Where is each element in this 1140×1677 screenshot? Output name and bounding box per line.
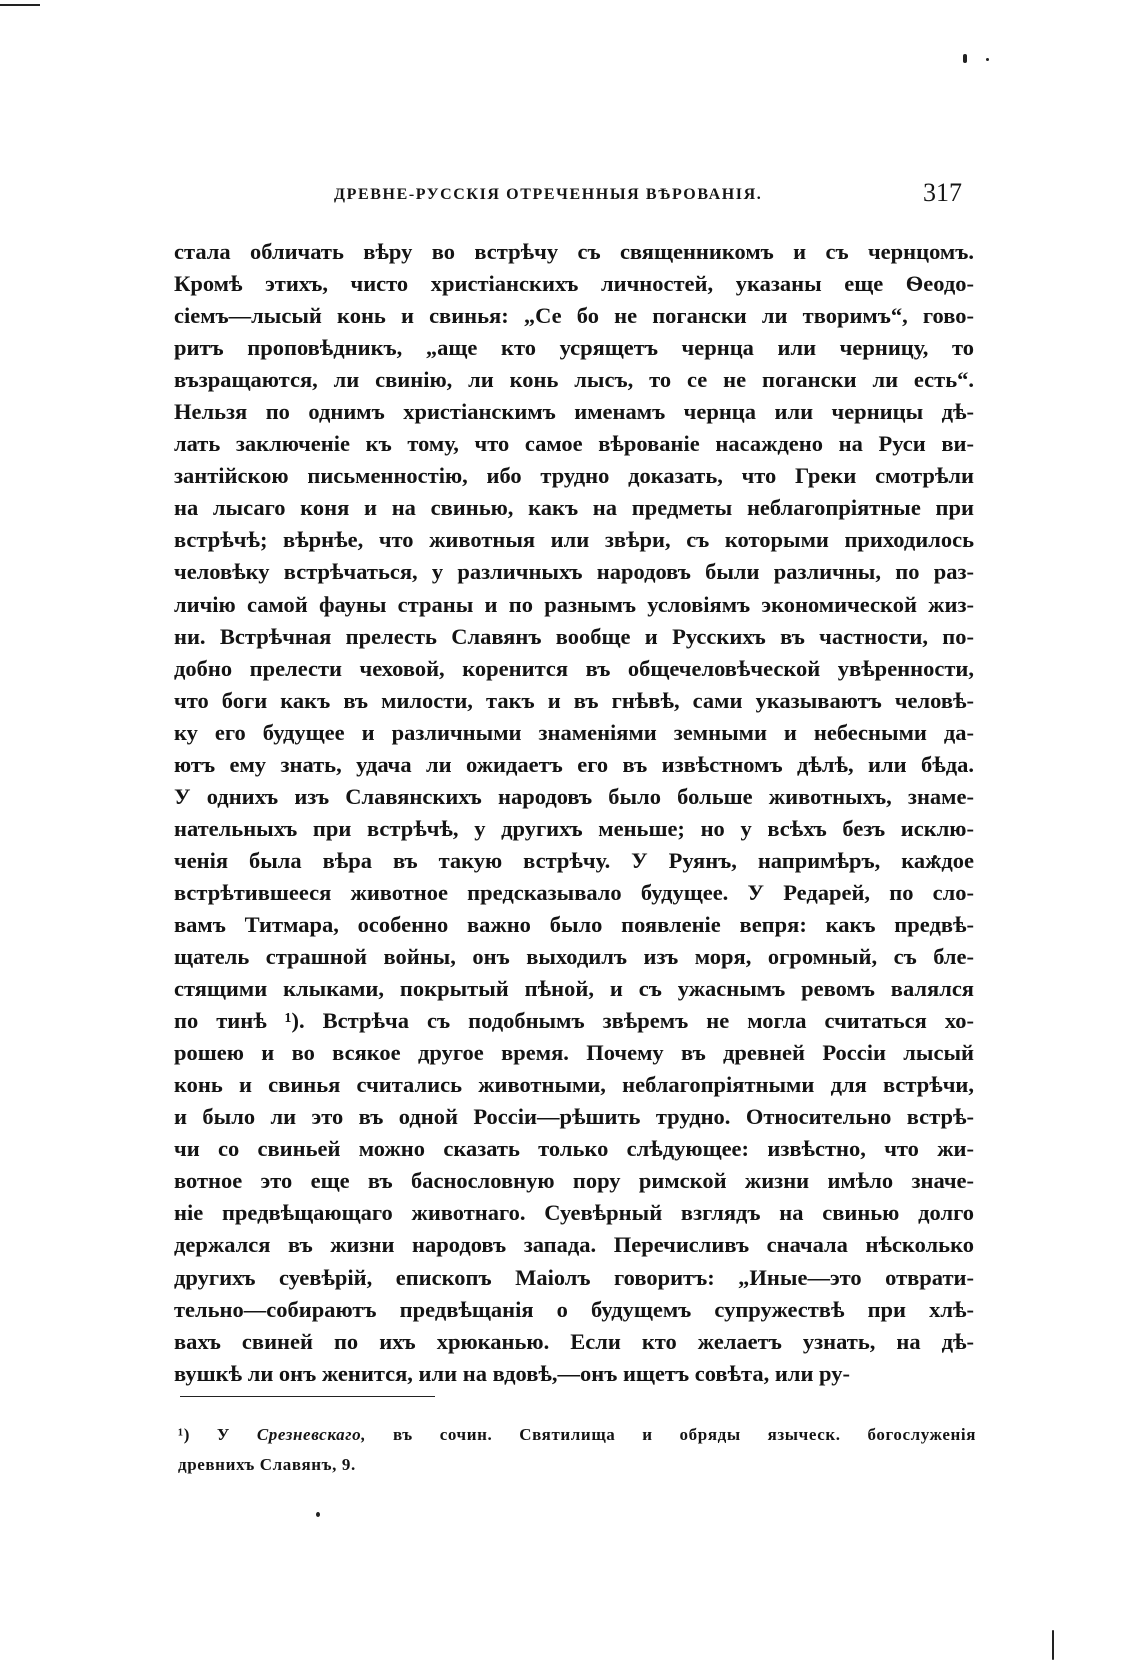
ink-speck [316,1512,320,1517]
footnote-author: Срезневскаго, [256,1425,367,1444]
body-text [174,236,974,1390]
text-line: щатель страшной войны, онъ выходилъ изъ моря, огромный, съ бле- [174,944,974,970]
text-line: ніе предвѣщающаго животнаго. Суевѣрный взглядъ на свинью долго [174,1200,974,1226]
text-line: что боги какъ въ милости, такъ и въ гнѣвѣ, сами указываютъ человѣ- [174,687,974,713]
page-number: 317 [923,178,962,207]
text-line: ченія была вѣра въ такую встрѣчу. У Руянъ, напримѣръ, каждое [174,847,974,873]
ink-speck [1052,1630,1054,1660]
footnote-source: въ сочин. Святилища и обряды языческ. богослуженія [366,1425,976,1444]
text-line: держался въ жизни народовъ запада. Перечисливъ сначала нѣсколько [174,1232,974,1258]
text-line: сіемъ—лысый конь и свинья: „Се бо не погански ли творимъ“, гово- [174,303,974,329]
footnote-rule [180,1396,435,1397]
text-line: по тинѣ ¹). Встрѣча съ подобнымъ звѣремъ не могла считаться хо- [174,1008,974,1034]
text-line: нательныхъ при встрѣчѣ, у другихъ меньше; но у всѣхъ безъ исклю- [174,815,974,841]
text-line: ютъ ему знать, удача ли ожидаетъ его въ извѣстномъ дѣлѣ, или бѣда. [174,751,974,777]
running-head: ДРЕВНЕ-РУССКІЯ ОТРЕЧЕННЫЯ ВѢРОВАНІЯ. [334,186,763,203]
text-line: У однихъ изъ Славянскихъ народовъ было больше животныхъ, знаме- [174,783,974,809]
text-line: добно прелести чеховой, коренится въ общечеловѣческой увѣренности, [174,655,974,681]
footnote [178,1420,976,1480]
text-line: личію самой фауны страны и по разнымъ условіямъ экономической жиз- [174,591,974,617]
text-line: на лысаго коня и на свинью, какъ на предметы неблагопріятные при [174,495,974,521]
page-header [176,178,976,212]
text-line: вушкѣ ли онъ женится, или на вдовѣ,—онъ ищетъ совѣта, или ру- [174,1360,850,1386]
text-line: конь и свинья считались животными, неблагопріятными для встрѣчи, [174,1072,974,1098]
text-line: встрѣтившееся животное предсказывало будущее. У Редарей, по сло- [174,879,974,905]
text-line: чи со свиньей можно сказать только слѣдующее: извѣстно, что жи- [174,1136,974,1162]
footnote-line: древнихъ Славянъ, 9. [178,1455,356,1474]
ink-speck [986,58,989,61]
text-line: рошею и во всякое другое время. Почему въ древней Россіи лысый [174,1040,974,1066]
text-line: зантійскою письменностію, ибо трудно доказать, что Греки смотрѣли [174,463,974,489]
scan-edge-mark [0,4,40,6]
text-line: другихъ суевѣрій, епископъ Маіолъ говоритъ: „Иные—это отврати- [174,1264,974,1290]
text-line: ни. Встрѣчная прелесть Славянъ вообще и Русскихъ въ частности, по- [174,623,974,649]
text-line: стала обличать вѣру во встрѣчу съ священникомъ и съ чернцомъ. [174,239,974,264]
text-line: вотное это еще въ баснословную пору римской жизни имѣло значе- [174,1168,974,1194]
text-line: Нельзя по однимъ христіанскимъ именамъ чернца или черницы дѣ- [174,399,974,425]
text-line: тельно—собираютъ предвѣщанія о будущемъ супружествѣ при хлѣ- [174,1296,974,1322]
text-line: Кромѣ этихъ, чисто христіанскихъ личностей, указаны еще Ѳеодо- [174,271,974,297]
footnote-line [178,1420,976,1450]
text-line: ку его будущее и различными знаменіями земными и небесными да- [174,719,974,745]
text-line: вахъ свиней по ихъ хрюканью. Если кто желаетъ узнать, на дѣ- [174,1328,974,1354]
text-line: стящими клыками, покрытый пѣной, и съ ужаснымъ ревомъ валялся [174,976,974,1002]
text-line: лать заключеніе къ тому, что самое вѣрованіе насаждено на Руси ви- [174,431,974,457]
text-line: человѣку встрѣчаться, у различныхъ народовъ были различны, по раз- [174,559,974,585]
text-line: вамъ Титмара, особенно важно было появленіе вепря: какъ предвѣ- [174,911,974,937]
text-line: и было ли это въ одной Россіи—рѣшить трудно. Относительно встрѣ- [174,1104,974,1130]
text-line: встрѣчѣ; вѣрнѣе, что животныя или звѣри, съ которыми приходилось [174,527,974,553]
footnote-marker: ¹) У [178,1425,257,1444]
text-line: ритъ проповѣдникъ, „аще кто усрящетъ чернца или черницу, то [174,335,974,361]
ink-speck [963,54,967,63]
text-line: възращаются, ли свинію, ли конь лысъ, то се не погански ли есть“. [174,367,974,393]
